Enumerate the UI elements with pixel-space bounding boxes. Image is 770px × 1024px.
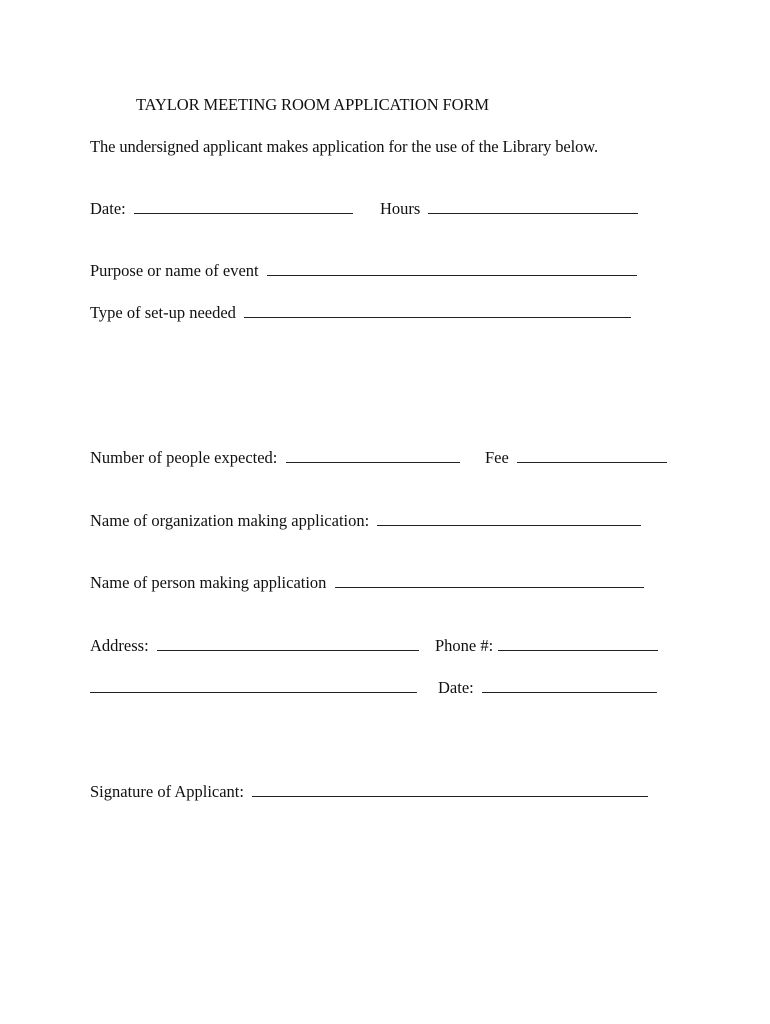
- purpose-field[interactable]: [267, 261, 637, 276]
- people-field[interactable]: [286, 448, 460, 463]
- organization-field[interactable]: [377, 511, 641, 526]
- setup-label: Type of set-up needed: [90, 303, 236, 322]
- date2-label: Date:: [438, 678, 474, 697]
- form-intro: The undersigned applicant makes application for the use of the Library below.: [90, 137, 599, 156]
- phone-label: Phone #:: [435, 636, 494, 655]
- signature-label: Signature of Applicant:: [90, 782, 244, 801]
- fee-label: Fee: [485, 448, 509, 467]
- date-field[interactable]: [134, 199, 353, 214]
- address-label: Address:: [90, 636, 149, 655]
- setup-field[interactable]: [244, 303, 631, 318]
- form-title: TAYLOR MEETING ROOM APPLICATION FORM: [136, 95, 489, 114]
- organization-label: Name of organization making application:: [90, 511, 370, 530]
- date2-field[interactable]: [482, 678, 657, 693]
- address-line2-field[interactable]: [90, 678, 417, 693]
- person-label: Name of person making application: [90, 573, 327, 592]
- date-label: Date:: [90, 199, 126, 218]
- fee-field[interactable]: [517, 448, 667, 463]
- purpose-label: Purpose or name of event: [90, 261, 259, 280]
- people-label: Number of people expected:: [90, 448, 278, 467]
- signature-field[interactable]: [252, 782, 648, 797]
- hours-field[interactable]: [428, 199, 638, 214]
- address-field[interactable]: [157, 636, 419, 651]
- person-field[interactable]: [335, 573, 644, 588]
- hours-label: Hours: [380, 199, 421, 218]
- phone-field[interactable]: [498, 636, 658, 651]
